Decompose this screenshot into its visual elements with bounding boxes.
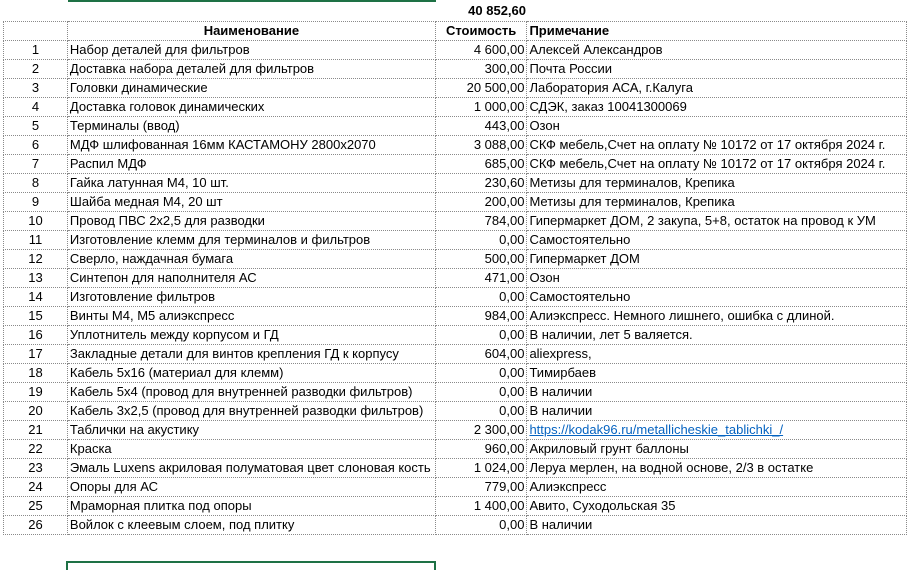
item-cost-cell[interactable]: 1 000,00 (435, 98, 527, 117)
table-row (4, 459, 907, 478)
item-name-cell[interactable]: МДФ шлифованная 16мм КАСТАМОНУ 2800х2070 (67, 136, 435, 155)
table-row (4, 98, 907, 117)
row-number-cell[interactable]: 11 (4, 231, 68, 250)
row-number-cell[interactable]: 16 (4, 326, 68, 345)
table-row (4, 364, 907, 383)
item-name-cell[interactable]: Краска (67, 440, 435, 459)
item-note-cell[interactable]: Озон (527, 117, 907, 136)
item-cost-cell[interactable]: 3 088,00 (435, 136, 527, 155)
item-note-cell[interactable]: Самостоятельно (527, 288, 907, 307)
row-number-cell[interactable]: 22 (4, 440, 68, 459)
row-number-cell[interactable]: 25 (4, 497, 68, 516)
table-row (4, 60, 907, 79)
expenses-table (3, 21, 907, 535)
table-row (4, 497, 907, 516)
item-name-cell[interactable]: Винты М4, М5 алиэкспресс (67, 307, 435, 326)
item-name-cell[interactable]: Кабель 5х16 (материал для клемм) (67, 364, 435, 383)
header-cost-cell[interactable]: Стоимость (435, 22, 527, 41)
table-row (4, 250, 907, 269)
item-name-cell[interactable]: Опоры для АС (67, 478, 435, 497)
item-note-cell[interactable]: Авито, Суходольская 35 (527, 497, 907, 516)
item-cost-cell[interactable]: 500,00 (435, 250, 527, 269)
row-number-cell[interactable]: 26 (4, 516, 68, 535)
item-note-cell[interactable]: Алиэкспресс (527, 478, 907, 497)
item-cost-cell[interactable]: 779,00 (435, 478, 527, 497)
row-number-cell[interactable]: 10 (4, 212, 68, 231)
table-row (4, 307, 907, 326)
item-name-cell[interactable]: Синтепон для наполнителя АС (67, 269, 435, 288)
item-cost-cell[interactable]: 960,00 (435, 440, 527, 459)
item-cost-cell[interactable]: 0,00 (435, 402, 527, 421)
table-row (4, 345, 907, 364)
table-row (4, 136, 907, 155)
header-name-cell[interactable]: Наименование (67, 22, 435, 41)
item-name-cell[interactable]: Мраморная плитка под опоры (67, 497, 435, 516)
item-cost-cell[interactable]: 2 300,00 (435, 421, 527, 440)
item-name-cell[interactable]: Провод ПВС 2х2,5 для разводки (67, 212, 435, 231)
item-note-cell[interactable]: Акриловый грунт баллоны (527, 440, 907, 459)
item-cost-cell[interactable]: 1 024,00 (435, 459, 527, 478)
item-note-cell[interactable]: СДЭК, заказ 10041300069 (527, 98, 907, 117)
item-note-cell[interactable]: Лаборатория АСА, г.Калуга (527, 79, 907, 98)
row-number-cell[interactable]: 4 (4, 98, 68, 117)
table-row (4, 288, 907, 307)
table-row (4, 79, 907, 98)
table-row (4, 41, 907, 60)
item-cost-cell[interactable]: 0,00 (435, 383, 527, 402)
row-number-cell[interactable]: 18 (4, 364, 68, 383)
row-number-cell[interactable]: 2 (4, 60, 68, 79)
table-row (4, 478, 907, 497)
table-row (4, 440, 907, 459)
item-name-cell[interactable]: Терминалы (ввод) (67, 117, 435, 136)
item-name-cell[interactable]: Шайба медная М4, 20 шт (67, 193, 435, 212)
row-number-cell[interactable]: 6 (4, 136, 68, 155)
selection-border-bottom (66, 561, 436, 570)
row-number-cell[interactable]: 14 (4, 288, 68, 307)
table-row (4, 516, 907, 535)
item-note-cell[interactable]: Алиэкспресс. Немного лишнего, ошибка с длиной. (527, 307, 907, 326)
total-cost-cell[interactable]: 40 852,60 (468, 3, 526, 18)
item-name-cell[interactable]: Доставка головок динамических (67, 98, 435, 117)
item-note-link[interactable]: https://kodak96.ru/metallicheskie_tablichki_/ (529, 422, 784, 437)
item-name-cell[interactable]: Кабель 5х4 (провод для внутренней разводки фильтров) (67, 383, 435, 402)
row-number-cell[interactable]: 17 (4, 345, 68, 364)
item-cost-cell[interactable]: 784,00 (435, 212, 527, 231)
row-number-cell[interactable]: 21 (4, 421, 68, 440)
header-note-cell[interactable]: Примечание (527, 22, 907, 41)
item-note-cell[interactable]: Леруа мерлен, на водной основе, 2/3 в остатке (527, 459, 907, 478)
item-cost-cell[interactable]: 200,00 (435, 193, 527, 212)
item-note-cell[interactable]: В наличии (527, 516, 907, 535)
row-number-cell[interactable]: 20 (4, 402, 68, 421)
item-name-cell[interactable]: Набор деталей для фильтров (67, 41, 435, 60)
row-number-cell[interactable]: 5 (4, 117, 68, 136)
item-cost-cell[interactable]: 4 600,00 (435, 41, 527, 60)
table-row (4, 117, 907, 136)
table-row (4, 383, 907, 402)
item-cost-cell[interactable]: 685,00 (435, 155, 527, 174)
item-name-cell[interactable]: Закладные детали для винтов крепления ГД к корпусу (67, 345, 435, 364)
item-name-cell[interactable]: Эмаль Luxens акриловая полуматовая цвет слоновая кость (67, 459, 435, 478)
item-cost-cell[interactable]: 0,00 (435, 231, 527, 250)
item-note-cell[interactable]: Метизы для терминалов, Крепика (527, 193, 907, 212)
row-number-cell[interactable]: 7 (4, 155, 68, 174)
item-name-cell[interactable]: Изготовление фильтров (67, 288, 435, 307)
row-number-cell[interactable]: 9 (4, 193, 68, 212)
item-name-cell[interactable]: Кабель 3х2,5 (провод для внутренней разводки фильтров) (67, 402, 435, 421)
row-number-cell[interactable]: 3 (4, 79, 68, 98)
total-row (0, 2, 907, 20)
item-note-cell[interactable] (527, 421, 907, 440)
row-number-cell[interactable]: 1 (4, 41, 68, 60)
item-name-cell[interactable]: Войлок с клеевым слоем, под плитку (67, 516, 435, 535)
item-cost-cell[interactable]: 471,00 (435, 269, 527, 288)
table-row (4, 212, 907, 231)
table-row (4, 402, 907, 421)
item-name-cell[interactable]: Изготовление клемм для терминалов и фильтров (67, 231, 435, 250)
item-cost-cell[interactable]: 984,00 (435, 307, 527, 326)
item-cost-cell[interactable]: 604,00 (435, 345, 527, 364)
item-note-cell[interactable]: СКФ мебель,Счет на оплату № 10172 от 17 октября 2024 г. (527, 155, 907, 174)
item-note-cell[interactable]: Гипермаркет ДОМ, 2 закупа, 5+8, остаток на провод к УМ (527, 212, 907, 231)
header-number-cell[interactable] (4, 22, 68, 41)
table-row (4, 174, 907, 193)
row-number-cell[interactable]: 24 (4, 478, 68, 497)
header-row (4, 22, 907, 41)
item-name-cell[interactable]: Сверло, наждачная бумага (67, 250, 435, 269)
item-cost-cell[interactable]: 20 500,00 (435, 79, 527, 98)
table-row (4, 155, 907, 174)
item-note-cell[interactable]: В наличии, лет 5 валяется. (527, 326, 907, 345)
row-number-cell[interactable]: 15 (4, 307, 68, 326)
item-note-cell[interactable]: Гипермаркет ДОМ (527, 250, 907, 269)
item-note-cell[interactable]: В наличии (527, 383, 907, 402)
item-cost-cell[interactable]: 0,00 (435, 364, 527, 383)
table-row (4, 269, 907, 288)
table-row (4, 421, 907, 440)
item-cost-cell[interactable]: 230,60 (435, 174, 527, 193)
item-cost-cell[interactable]: 1 400,00 (435, 497, 527, 516)
item-cost-cell[interactable]: 300,00 (435, 60, 527, 79)
item-note-cell[interactable]: Самостоятельно (527, 231, 907, 250)
item-cost-cell[interactable]: 443,00 (435, 117, 527, 136)
item-cost-cell[interactable]: 0,00 (435, 288, 527, 307)
item-name-cell[interactable]: Гайка латунная М4, 10 шт. (67, 174, 435, 193)
row-number-cell[interactable]: 8 (4, 174, 68, 193)
item-note-cell[interactable]: Почта России (527, 60, 907, 79)
item-name-cell[interactable]: Распил МДФ (67, 155, 435, 174)
item-name-cell[interactable]: Таблички на акустику (67, 421, 435, 440)
row-number-cell[interactable]: 23 (4, 459, 68, 478)
item-note-cell[interactable]: Тимирбаев (527, 364, 907, 383)
item-note-cell[interactable]: Метизы для терминалов, Крепика (527, 174, 907, 193)
item-cost-cell[interactable]: 0,00 (435, 516, 527, 535)
table-row (4, 193, 907, 212)
row-number-cell[interactable]: 13 (4, 269, 68, 288)
item-name-cell[interactable]: Головки динамические (67, 79, 435, 98)
table-row (4, 326, 907, 345)
item-note-cell[interactable]: В наличии (527, 402, 907, 421)
item-note-cell[interactable]: Алексей Александров (527, 41, 907, 60)
item-note-cell[interactable]: aliexpress, (527, 345, 907, 364)
item-name-cell[interactable]: Уплотнитель между корпусом и ГД (67, 326, 435, 345)
item-name-cell[interactable]: Доставка набора деталей для фильтров (67, 60, 435, 79)
item-note-cell[interactable]: Озон (527, 269, 907, 288)
item-note-cell[interactable]: СКФ мебель,Счет на оплату № 10172 от 17 октября 2024 г. (527, 136, 907, 155)
item-cost-cell[interactable]: 0,00 (435, 326, 527, 345)
table-row (4, 231, 907, 250)
row-number-cell[interactable]: 12 (4, 250, 68, 269)
row-number-cell[interactable]: 19 (4, 383, 68, 402)
